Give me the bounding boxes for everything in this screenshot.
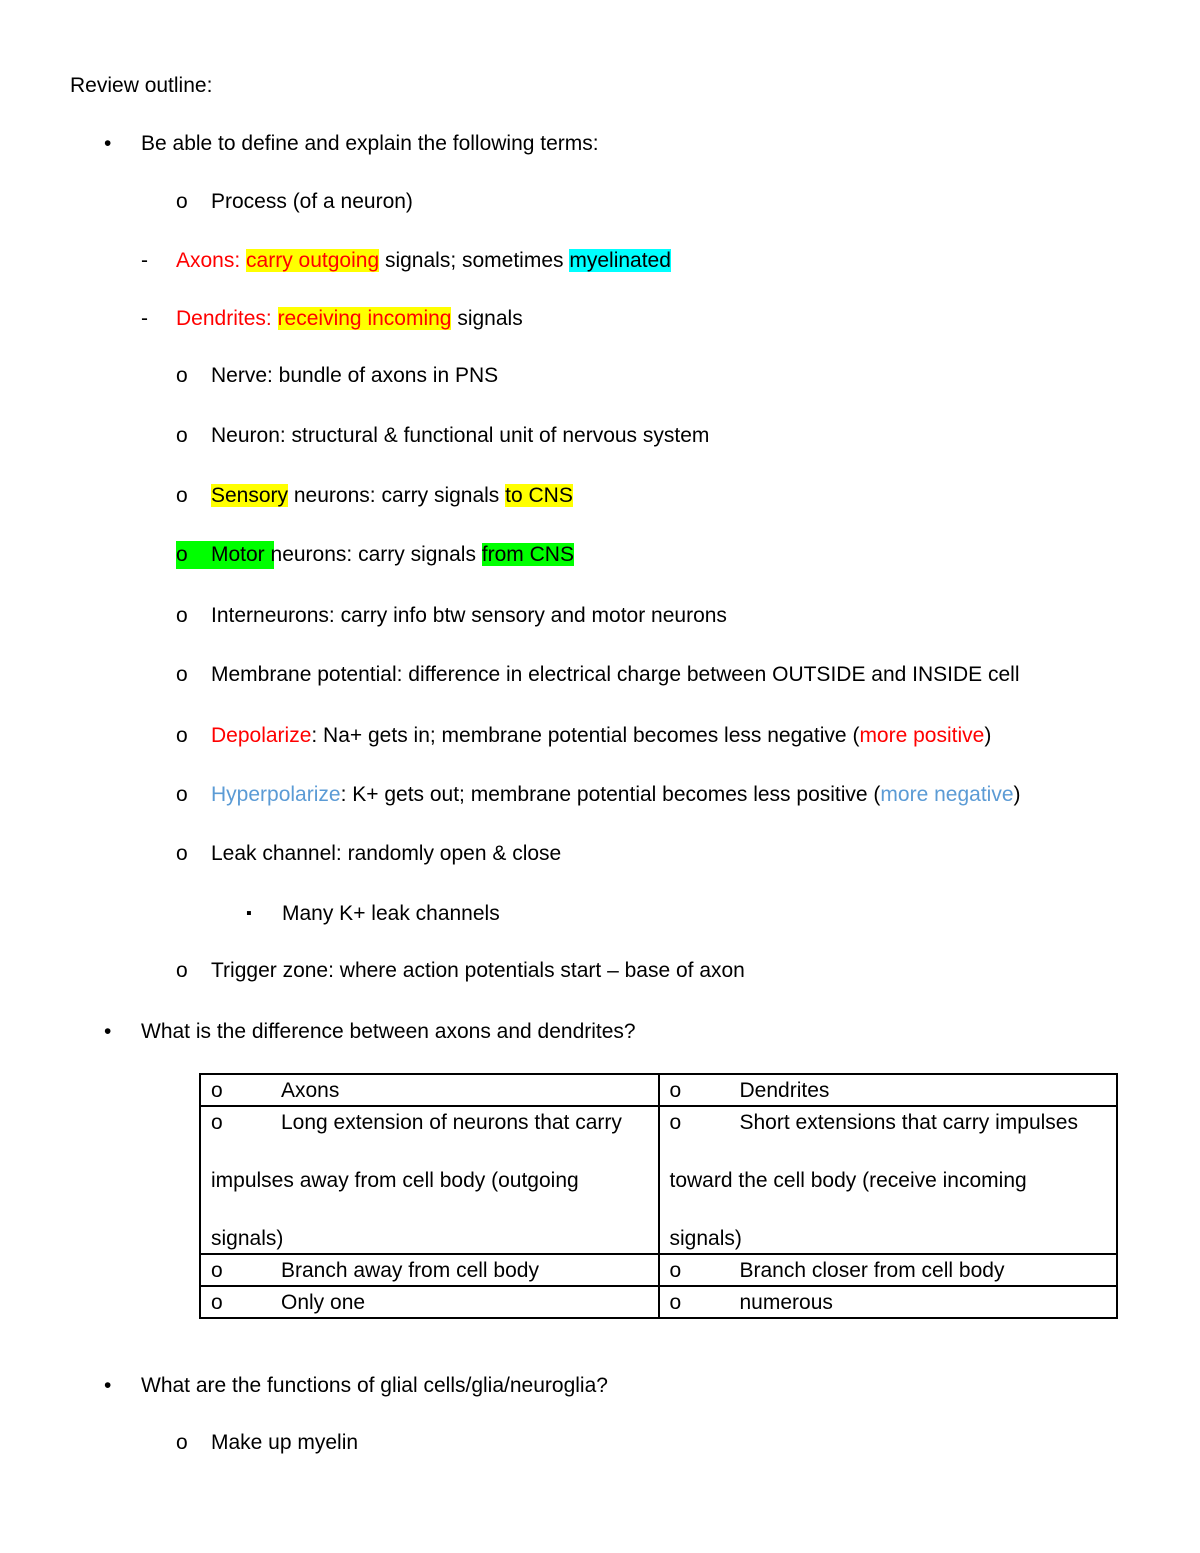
table-header-row — [200, 1074, 1117, 1106]
depolarize-end: ) — [984, 724, 992, 747]
circle-marker: o — [176, 724, 188, 747]
circle-marker: o — [176, 1431, 188, 1454]
circle-marker: o — [176, 783, 188, 806]
term-process: Process (of a neuron) — [211, 190, 413, 213]
glia-function-item: Make up myelin — [211, 1431, 359, 1454]
sensory-highlight: Sensory — [211, 484, 289, 507]
circle-marker: o — [176, 663, 188, 686]
dendrites-highlight-incoming: receiving incoming — [277, 307, 452, 330]
bullet-glia-question: What are the functions of glial cells/glia/neuroglia? — [141, 1374, 608, 1397]
depolarize-more-positive: more positive — [859, 724, 985, 747]
axons-term: Axons: — [176, 249, 241, 272]
circle-marker: o — [176, 604, 188, 627]
hyperpolarize-more-negative: more negative — [880, 783, 1014, 806]
bullet-marker: • — [104, 1374, 112, 1397]
term-hyperpolarize — [211, 781, 1021, 809]
square-marker: ▪ — [246, 905, 252, 922]
term-interneurons: Interneurons: carry info btw sensory and motor neurons — [211, 604, 727, 627]
axon-dendrite-table — [199, 1073, 1118, 1319]
bullet-define-terms: Be able to define and explain the following terms: — [141, 132, 599, 155]
motor-highlight-from-cns: from CNS — [481, 543, 574, 566]
term-sensory — [211, 482, 573, 510]
circle-marker: o — [176, 424, 188, 447]
circle-marker: o — [176, 959, 188, 982]
term-nerve: Nerve: bundle of axons in PNS — [211, 364, 499, 387]
hyperpolarize-end: ) — [1013, 783, 1021, 806]
axons-middle-text: signals; sometimes — [379, 249, 570, 272]
table-cell-axons: o Long extension of neurons that carry impulses away from cell body (outgoing signals) — [200, 1106, 659, 1254]
term-depolarize — [211, 722, 991, 750]
hyperpolarize-middle-text: : K+ gets out; membrane potential becomes less positive ( — [340, 783, 881, 806]
motor-highlight: Motor — [211, 543, 265, 566]
table-cell-axons: o Only one — [200, 1286, 659, 1318]
table-cell-axons: o Branch away from cell body — [200, 1254, 659, 1286]
circle-marker: o — [176, 190, 188, 213]
dash-marker: - — [141, 249, 148, 272]
circle-marker: o — [176, 484, 188, 507]
circle-marker: o — [176, 364, 188, 387]
table-cell-dendrites: o Short extensions that carry impulses toward the cell body (receive incoming signals) — [659, 1106, 1118, 1254]
table-header-dendrites: o Dendrites — [659, 1074, 1118, 1106]
depolarize-term: Depolarize — [211, 724, 312, 747]
page-heading: Review outline: — [70, 74, 213, 97]
bullet-marker: • — [104, 1020, 112, 1043]
term-leak-sub: Many K+ leak channels — [282, 902, 500, 925]
term-neuron: Neuron: structural & functional unit of nervous system — [211, 424, 710, 447]
dash-marker: - — [141, 307, 148, 330]
term-axons — [176, 247, 671, 275]
circle-marker: o — [176, 842, 188, 865]
table-row — [200, 1286, 1117, 1318]
dendrites-rest-text: signals — [451, 307, 523, 330]
table-cell-dendrites: o numerous — [659, 1286, 1118, 1318]
term-trigger-zone: Trigger zone: where action potentials start – base of axon — [211, 959, 745, 982]
sensory-middle-text: neurons: carry signals — [288, 484, 506, 507]
hyperpolarize-term: Hyperpolarize — [211, 783, 341, 806]
table-row — [200, 1254, 1117, 1286]
axons-highlight-outgoing: carry outgoing — [246, 249, 380, 272]
bullet-marker: • — [104, 132, 112, 155]
table-header-axons: o Axons — [200, 1074, 659, 1106]
table-row — [200, 1106, 1117, 1254]
term-dendrites — [176, 305, 523, 333]
table-cell-dendrites: o Branch closer from cell body — [659, 1254, 1118, 1286]
motor-middle-text: neurons: carry signals — [264, 543, 482, 566]
sensory-highlight-to-cns: to CNS — [505, 484, 573, 507]
bullet-difference-question: What is the difference between axons and dendrites? — [141, 1020, 636, 1043]
term-motor — [211, 541, 574, 569]
term-membrane-potential: Membrane potential: difference in electrical charge between OUTSIDE and INSIDE cell — [211, 663, 1020, 686]
dendrites-term: Dendrites: — [176, 307, 272, 330]
depolarize-middle-text: : Na+ gets in; membrane potential becomes less negative ( — [311, 724, 860, 747]
axons-highlight-myelinated: myelinated — [569, 249, 671, 272]
circle-marker: o — [176, 543, 188, 566]
term-leak-channel: Leak channel: randomly open & close — [211, 842, 562, 865]
